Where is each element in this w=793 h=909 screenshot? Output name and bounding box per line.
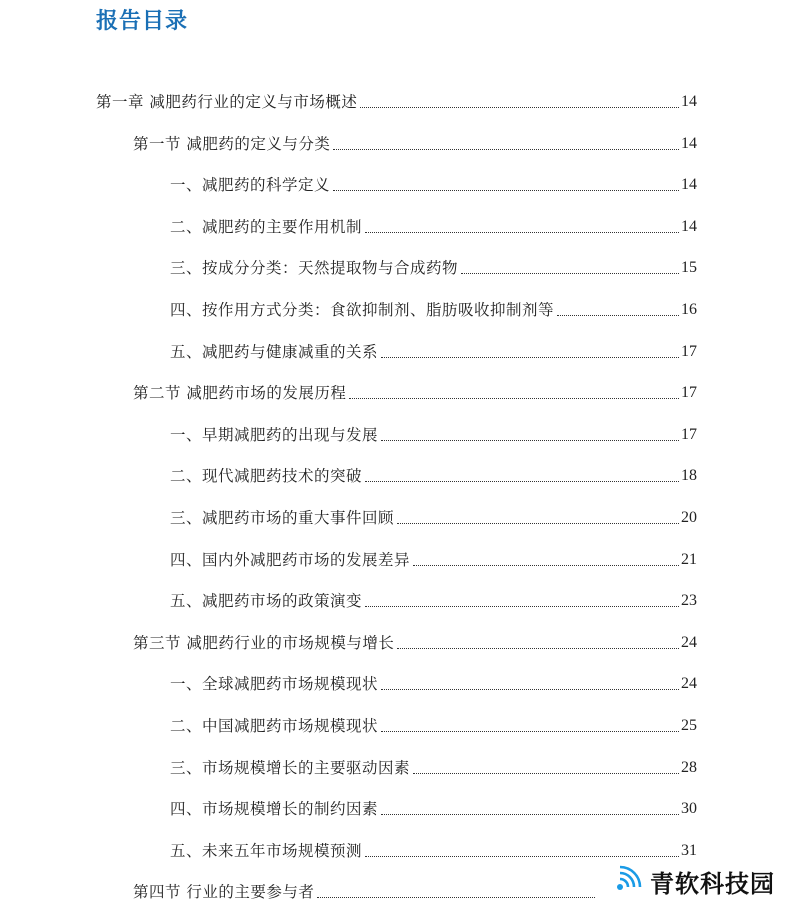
watermark-text: 青软科技园: [650, 870, 775, 898]
toc-page-number: 21: [681, 551, 697, 568]
toc-dot-leader: [365, 856, 679, 857]
toc-entry-title: 第三节 减肥药行业的市场规模与增长: [133, 634, 395, 652]
toc-dot-leader: [333, 190, 679, 191]
signal-waves-icon: [614, 865, 648, 899]
toc-dot-leader: [381, 357, 679, 358]
toc-page-number: 14: [681, 93, 697, 110]
toc-dot-leader: [413, 565, 679, 566]
toc-entry[interactable]: [133, 131, 697, 155]
toc-entry-title: 三、市场规模增长的主要驱动因素: [170, 759, 411, 777]
toc-page-number: 17: [681, 426, 697, 443]
toc-entry-title: 五、减肥药市场的政策演变: [170, 592, 363, 610]
toc-page-number: 31: [681, 842, 697, 859]
toc-entry-title: 五、减肥药与健康减重的关系: [170, 343, 379, 361]
toc-page-number: 17: [681, 384, 697, 401]
toc-entry-title: 二、现代减肥药技术的突破: [170, 467, 363, 485]
toc-entry[interactable]: [96, 89, 697, 113]
toc-entry[interactable]: [170, 422, 697, 446]
toc-entry-title: 一、全球减肥药市场规模现状: [170, 675, 379, 693]
toc-page-number: 24: [681, 634, 697, 651]
toc-dot-leader: [397, 523, 679, 524]
toc-page-number: 14: [681, 135, 697, 152]
toc-entry-title: 第一节 减肥药的定义与分类: [133, 135, 331, 153]
toc-entry[interactable]: [170, 547, 697, 571]
toc-entry-title: 三、按成分分类：天然提取物与合成药物: [170, 259, 459, 277]
toc-entry[interactable]: [133, 380, 697, 404]
toc-page-number: 30: [681, 800, 697, 817]
toc-entry[interactable]: [170, 671, 697, 695]
toc-entry[interactable]: [170, 838, 697, 862]
toc-page-number: 24: [681, 675, 697, 692]
toc-dot-leader: [349, 398, 679, 399]
toc-dot-leader: [557, 315, 679, 316]
toc-page-number: 18: [681, 467, 697, 484]
toc-entry[interactable]: [170, 339, 697, 363]
toc-entry[interactable]: [170, 713, 697, 737]
toc-dot-leader: [381, 689, 679, 690]
toc-entry[interactable]: [170, 796, 697, 820]
toc-entry[interactable]: [170, 755, 697, 779]
toc-entry[interactable]: [170, 505, 697, 529]
watermark: [610, 862, 779, 901]
toc-dot-leader: [365, 606, 679, 607]
toc-page-number: 17: [681, 343, 697, 360]
toc-entry[interactable]: [170, 214, 697, 238]
toc-dot-leader: [365, 481, 679, 482]
toc-dot-leader: [381, 814, 679, 815]
toc-entry[interactable]: [170, 172, 697, 196]
toc-entry-title: 第二节 减肥药市场的发展历程: [133, 384, 347, 402]
toc-entry[interactable]: [170, 463, 697, 487]
toc-dot-leader: [317, 897, 595, 898]
toc-page-number: 14: [681, 176, 697, 193]
page-title: 报告目录: [96, 9, 189, 34]
toc-entry[interactable]: [170, 297, 697, 321]
toc-entry-title: 第四节 行业的主要参与者: [133, 883, 315, 901]
toc-entry-title: 四、按作用方式分类：食欲抑制剂、脂肪吸收抑制剂等: [170, 301, 555, 319]
toc-dot-leader: [381, 731, 679, 732]
toc-page-number: 28: [681, 759, 697, 776]
toc-entry[interactable]: [170, 588, 697, 612]
toc-entry[interactable]: [133, 879, 597, 903]
toc-page-number: 15: [681, 259, 697, 276]
toc-page-number: 14: [681, 218, 697, 235]
toc-dot-leader: [365, 232, 679, 233]
toc-entry-title: 第一章 减肥药行业的定义与市场概述: [96, 93, 358, 111]
toc-entry-title: 二、减肥药的主要作用机制: [170, 218, 363, 236]
toc-entry-title: 一、早期减肥药的出现与发展: [170, 426, 379, 444]
toc-entry-title: 五、未来五年市场规模预测: [170, 842, 363, 860]
toc-dot-leader: [360, 107, 679, 108]
toc-entry-title: 三、减肥药市场的重大事件回顾: [170, 509, 395, 527]
toc-entry-title: 四、国内外减肥药市场的发展差异: [170, 551, 411, 569]
toc-dot-leader: [413, 773, 679, 774]
toc-dot-leader: [397, 648, 679, 649]
toc-entry-title: 四、市场规模增长的制约因素: [170, 800, 379, 818]
toc-entry-title: 一、减肥药的科学定义: [170, 176, 331, 194]
toc-page-number: 16: [681, 301, 697, 318]
toc-page-number: 25: [681, 717, 697, 734]
toc-dot-leader: [461, 273, 679, 274]
toc-page-number: 23: [681, 592, 697, 609]
toc-entry-title: 二、中国减肥药市场规模现状: [170, 717, 379, 735]
toc-entry[interactable]: [133, 630, 697, 654]
toc-entry[interactable]: [170, 255, 697, 279]
toc-dot-leader: [333, 149, 679, 150]
toc-dot-leader: [381, 440, 679, 441]
toc-page-number: 20: [681, 509, 697, 526]
